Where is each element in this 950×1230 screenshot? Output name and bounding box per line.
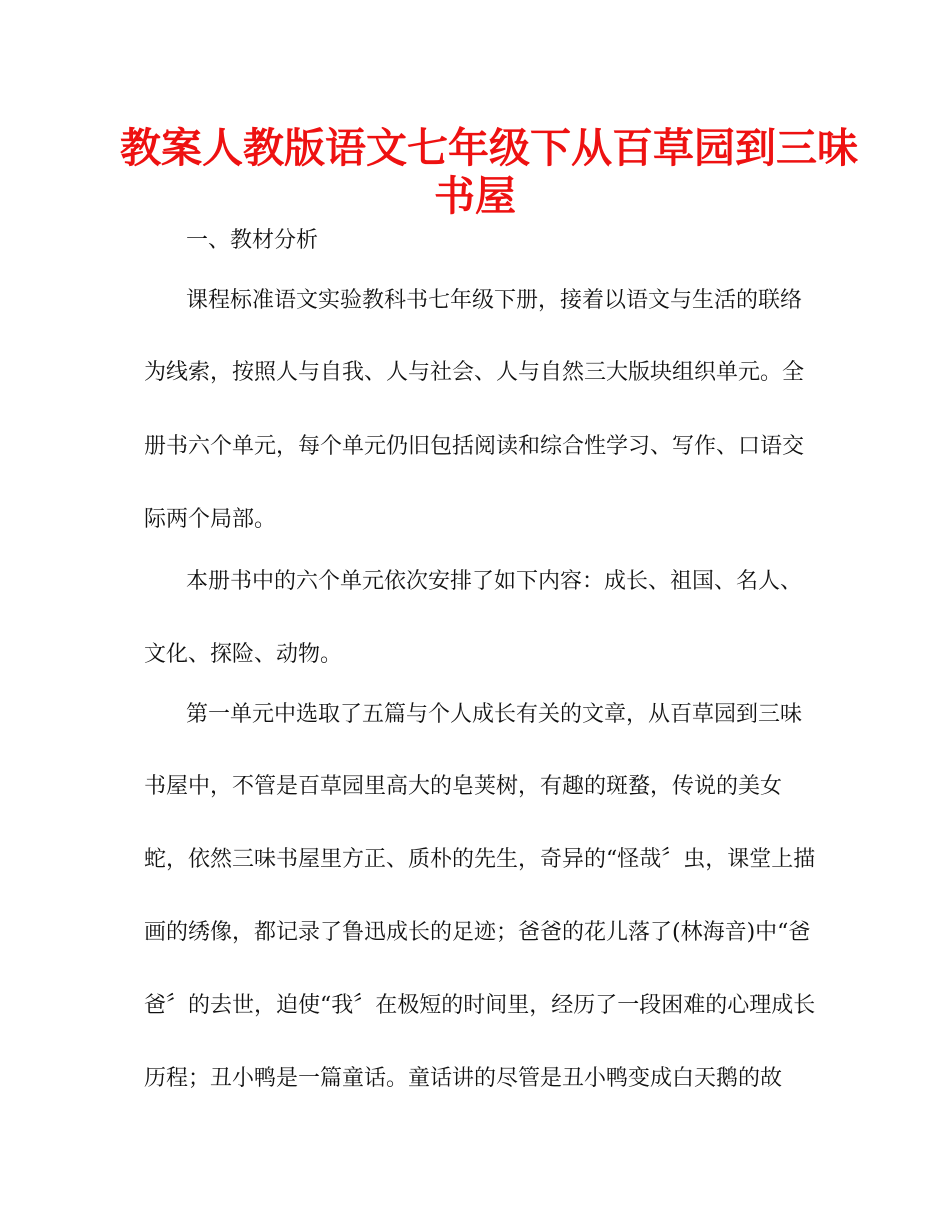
paragraph-1-line-1: 课程标准语文实验教科书七年级下册，接着以语文与生活的联络 xyxy=(186,288,803,313)
paragraph-2-line-1: 本册书中的六个单元依次安排了如下内容：成长、祖国、名人、 xyxy=(186,569,803,594)
section-heading: 一、教材分析 xyxy=(186,228,319,253)
paragraph-1-line-4: 际两个局部。 xyxy=(144,507,277,532)
paragraph-1-line-2: 为线索，按照人与自我、人与社会、人与自然三大版块组织单元。全 xyxy=(144,360,805,385)
paragraph-2-line-2: 文化、探险、动物。 xyxy=(144,642,343,667)
paragraph-1-line-3: 册书六个单元，每个单元仍旧包括阅读和综合性学习、写作、口语交 xyxy=(144,434,805,459)
paragraph-3-line-5: 爸〞的去世，迫使“我〞在极短的时间里，经历了一段困难的心理成长 xyxy=(144,993,816,1018)
document-title-line-1: 教案人教版语文七年级下从百草园到三味 xyxy=(120,124,858,172)
paragraph-3-line-6: 历程；丑小鸭是一篇童话。童话讲的尽管是丑小鸭变成白天鹅的故 xyxy=(144,1066,783,1091)
paragraph-3-line-1: 第一单元中选取了五篇与个人成长有关的文章，从百草园到三味 xyxy=(186,702,803,727)
paragraph-3-line-2: 书屋中，不管是百草园里高大的皂荚树，有趣的斑蝥，传说的美女 xyxy=(144,774,783,799)
paragraph-3-line-3: 蛇，依然三味书屋里方正、质朴的先生，奇异的“怪哉〞虫，课堂上描 xyxy=(144,847,816,872)
paragraph-3-line-4: 画的绣像，都记录了鲁迅成长的足迹；爸爸的花儿落了(林海音)中“爸 xyxy=(144,920,811,945)
document-title-line-2: 书屋 xyxy=(434,172,516,220)
